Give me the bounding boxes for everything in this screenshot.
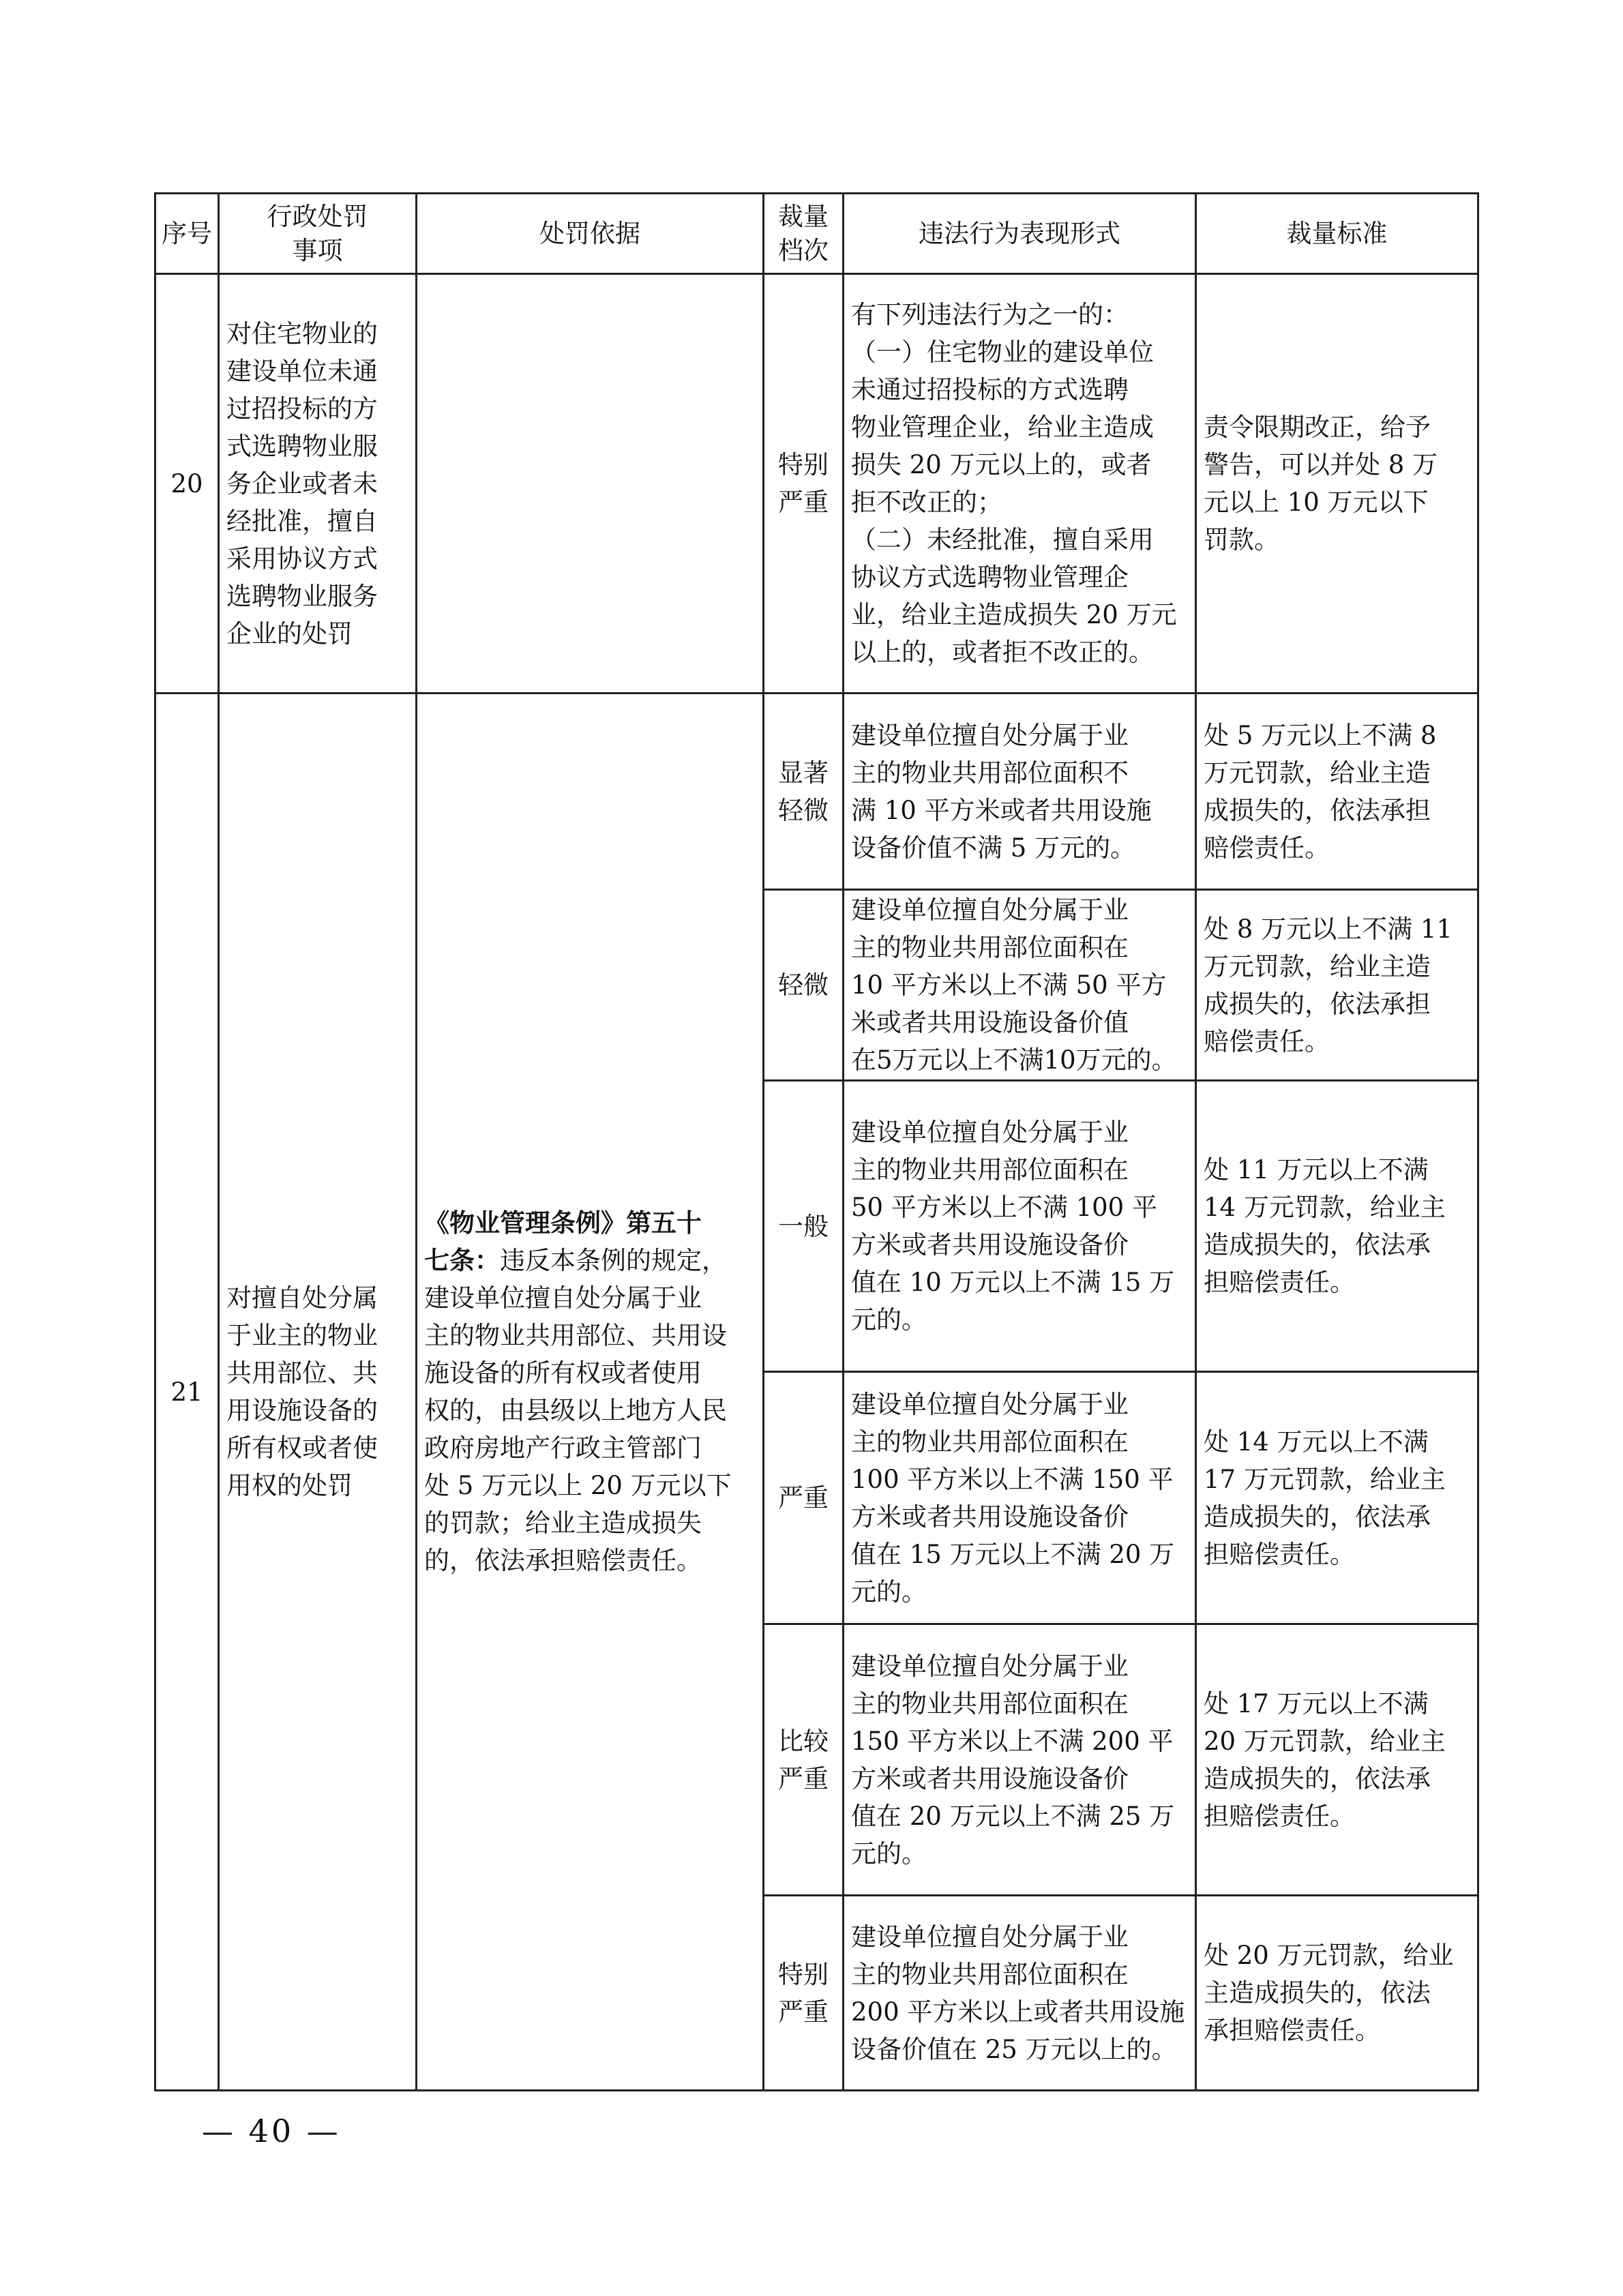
penalty-table [154,192,1479,2091]
text-line: 设备价值在 25 万元以上的。 [851,2034,1177,2064]
text-line: 建设单位未通 [226,356,378,386]
text-line: 有下列违法行为之一的： [851,300,1129,329]
row21-basis-first-line: 违反本条例的规定， [500,1246,727,1275]
text-line: 方米或者共用设施设备价 [851,1763,1129,1793]
row20-basis [417,274,764,694]
text-line: 主的物业共用部位面积在 [851,1427,1129,1457]
text-line: 务企业或者未 [226,468,378,498]
text-line: 处 20 万元罚款，给业 [1204,1941,1454,1970]
row21-level-3 [764,1081,844,1372]
text-line: 用权的处罚 [226,1471,353,1500]
text-line: 拒不改正的； [851,488,1002,517]
text-line: 造成损失的，依法承 [1204,1763,1431,1793]
header-seq: 序号 [155,194,219,274]
text-line: 对擅自处分属 [226,1283,378,1313]
row21-basis [417,694,764,2091]
text-line: 业，给业主造成损失 20 万元 [851,600,1177,629]
text-line: 主的物业共用部位面积在 [851,1959,1129,1989]
text-line: 建设单位擅自处分属于业 [851,1389,1129,1419]
row21-behavior-5 [844,1624,1196,1896]
table-row-20 [155,274,1478,694]
text-line: 担赔偿责任。 [1204,1539,1355,1569]
row20-item [219,274,417,694]
text-line: 值在 10 万元以上不满 15 万 [851,1268,1175,1297]
header-item [219,194,417,274]
text-line: 万元罚款，给业主造 [1204,951,1431,981]
text-line: 企业的处罚 [226,618,353,648]
text-line: 警告，可以并处 8 万 [1204,450,1438,479]
text-line: 的罚款；给业主造成损失 [424,1508,702,1538]
text-line: 用设施设备的 [226,1396,378,1425]
text-line: 一般 [778,1211,829,1241]
text-line: 主的物业共用部位面积在 [851,1155,1129,1184]
text-line: 方米或者共用设施设备价 [851,1230,1129,1259]
text-line: 过招投标的方 [226,393,378,423]
text-line: 所有权或者使 [226,1433,378,1463]
text-line: 特别 [778,1959,829,1989]
row21-standard-5 [1196,1624,1478,1896]
text-line: 值在 15 万元以上不满 20 万 [851,1539,1175,1569]
text-line: 50 平方米以上不满 100 平 [851,1193,1157,1222]
text-line: 值在 20 万元以上不满 25 万 [851,1801,1175,1831]
row21-standard-6 [1196,1896,1478,2091]
text-line: 物业管理企业，给业主造成 [851,413,1154,442]
text-line: 成损失的，依法承担 [1204,989,1431,1019]
text-line: 比较 [778,1726,829,1756]
row21-seq: 21 [155,694,219,2091]
text-line: 方米或者共用设施设备价 [851,1502,1129,1532]
text-line: 损失 20 万元以上的，或者 [851,450,1152,479]
text-line: 事项 [292,235,343,265]
text-line: 处 8 万元以上不满 11 [1204,914,1453,944]
text-line: 式选聘物业服 [226,431,378,461]
row21-level-4 [764,1372,844,1624]
text-line: 建设单位擅自处分属于业 [851,1118,1129,1147]
text-line: 赔偿责任。 [1204,833,1330,863]
row21-item [219,694,417,2091]
text-line: 成损失的，依法承担 [1204,795,1431,825]
row21-behavior-1 [844,694,1196,890]
text-line: 严重 [778,1763,829,1793]
text-line: 造成损失的，依法承 [1204,1502,1431,1532]
text-line: 的，依法承担赔偿责任。 [424,1546,702,1575]
header-standard: 裁量标准 [1196,194,1478,274]
text-line: 在5万元以上不满10万元的。 [851,1045,1177,1075]
text-line: 元的。 [851,1577,927,1607]
text-line: 于业主的物业 [226,1321,378,1350]
text-line: 处 5 万元以上不满 8 [1204,720,1437,750]
text-line: 20 万元罚款，给业主 [1204,1726,1446,1756]
text-line: 200 平方米以上或者共用设施 [851,1997,1185,2027]
row21-behavior-6 [844,1896,1196,2091]
text-line: 严重 [778,488,829,517]
text-line: 轻微 [778,970,829,1000]
text-line: 未通过招投标的方式选聘 [851,375,1129,404]
text-line: 严重 [778,1997,829,2027]
text-line: 17 万元罚款，给业主 [1204,1464,1446,1494]
header-behavior: 违法行为表现形式 [844,194,1196,274]
row21-standard-3 [1196,1081,1478,1372]
row21-level-6 [764,1896,844,2091]
row21-standard-2 [1196,890,1478,1081]
text-line: 元的。 [851,1838,927,1868]
row21-level-1 [764,694,844,890]
text-line: 行政处罚 [267,201,368,231]
text-line: 罚款。 [1204,525,1279,554]
text-line: 轻微 [778,795,829,825]
text-line: 政府房地产行政主管部门 [424,1433,702,1463]
row21-behavior-4 [844,1372,1196,1624]
text-line: 担赔偿责任。 [1204,1801,1355,1831]
text-line: 建设单位擅自处分属于业 [424,1283,702,1313]
text-line: 元以上 10 万元以下 [1204,488,1429,517]
text-line: 主的物业共用部位面积不 [851,758,1129,788]
text-line: 对住宅物业的 [226,318,378,348]
text-line: 米或者共用设施设备价值 [851,1008,1129,1037]
text-line: 经批准，擅自 [226,506,378,536]
text-line: 裁量 [778,201,829,231]
text-line: 共用部位、共 [226,1358,378,1388]
text-line: 处 5 万元以上 20 万元以下 [424,1471,732,1500]
text-line: 档次 [778,235,829,265]
row21-behavior-3 [844,1081,1196,1372]
text-line: 严重 [778,1483,829,1512]
text-line: 建设单位擅自处分属于业 [851,1651,1129,1681]
row21-level-2 [764,890,844,1081]
text-line: （一）住宅物业的建设单位 [851,338,1154,367]
text-line: 施设备的所有权或者使用 [424,1358,702,1388]
text-line: 承担赔偿责任。 [1204,2016,1380,2045]
text-line: 处 14 万元以上不满 [1204,1427,1429,1457]
row20-level [764,274,844,694]
text-line: 责令限期改正，给予 [1204,413,1431,442]
text-line: 担赔偿责任。 [1204,1268,1355,1297]
text-line: 10 平方米以上不满 50 平方 [851,970,1167,1000]
text-line: 赔偿责任。 [1204,1026,1330,1056]
text-line: 主的物业共用部位、共用设 [424,1321,727,1350]
text-line: 建设单位擅自处分属于业 [851,720,1129,750]
row21-basis-article: 七条： [424,1245,500,1275]
text-line: 设备价值不满 5 万元的。 [851,833,1136,863]
text-line: 权的，由县级以上地方人民 [424,1396,727,1425]
table-header-row [155,194,1478,274]
text-line: 显著 [778,758,829,788]
text-line: 主的物业共用部位面积在 [851,1688,1129,1718]
header-level [764,194,844,274]
row21-basis-rest [424,1279,756,1579]
text-line: 造成损失的，依法承 [1204,1230,1431,1259]
text-line: 满 10 平方米或者共用设施 [851,795,1152,825]
text-line: 主造成损失的，依法 [1204,1978,1431,2008]
row21-basis-title: 《物业管理条例》第五十 [424,1208,702,1238]
row21-level-5 [764,1624,844,1896]
text-line: 150 平方米以上不满 200 平 [851,1726,1174,1756]
text-line: 处 17 万元以上不满 [1204,1688,1429,1718]
table-row-21 [155,694,1478,890]
text-line: 协议方式选聘物业管理企 [851,563,1129,592]
row20-standard [1196,274,1478,694]
text-line: 选聘物业服务 [226,581,378,611]
page-number: — 40 — [202,2113,341,2149]
text-line: 100 平方米以上不满 150 平 [851,1464,1174,1494]
text-line: 特别 [778,450,829,479]
text-line: 建设单位擅自处分属于业 [851,895,1129,925]
text-line: 采用协议方式 [226,543,378,573]
row21-standard-1 [1196,694,1478,890]
text-line: 14 万元罚款，给业主 [1204,1193,1446,1222]
text-line: （二）未经批准，擅自采用 [851,525,1154,554]
text-line: 处 11 万元以上不满 [1204,1155,1429,1184]
text-line: 以上的，或者拒不改正的。 [851,638,1154,667]
text-line: 主的物业共用部位面积在 [851,933,1129,962]
text-line: 元的。 [851,1305,927,1335]
text-line: 建设单位擅自处分属于业 [851,1922,1129,1952]
row20-behavior [844,274,1196,694]
row21-behavior-2 [844,890,1196,1081]
text-line: 万元罚款，给业主造 [1204,758,1431,788]
row20-seq: 20 [155,274,219,694]
header-basis: 处罚依据 [417,194,764,274]
row21-standard-4 [1196,1372,1478,1624]
